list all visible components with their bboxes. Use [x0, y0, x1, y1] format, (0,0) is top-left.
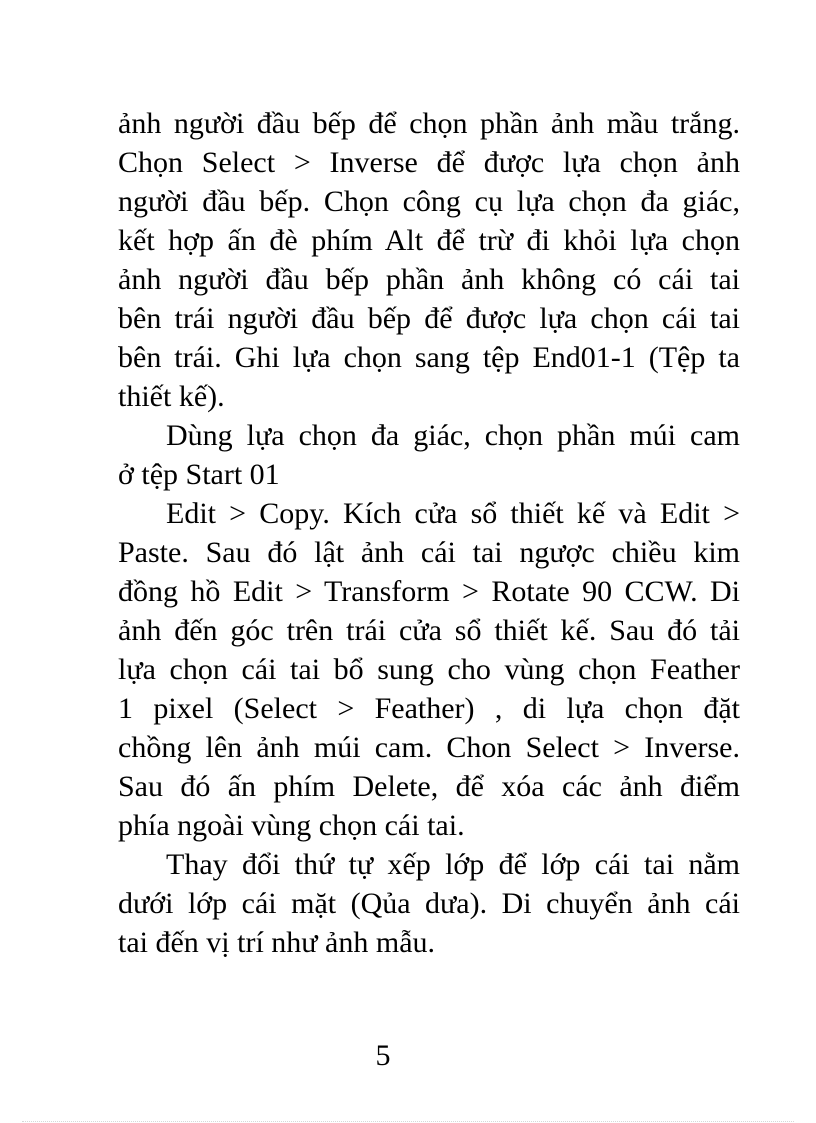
text-line: kết hợp ấn đè phím Alt để trừ đi khỏi lựa chọn [118, 224, 740, 257]
text-line: ảnh người đầu bếp phần ảnh không có cái tai [118, 263, 740, 296]
body-text [118, 104, 740, 962]
text-line: bên trái người đầu bếp để được lựa chọn cái tai [118, 302, 740, 335]
text-line: ảnh đến góc trên trái cửa sổ thiết kế. Sau đó tải [118, 614, 740, 647]
text-line: chồng lên ảnh múi cam. Chon Select > Inverse. [118, 731, 740, 764]
text-line: bên trái. Ghi lựa chọn sang tệp End01-1 (Tệp ta [118, 341, 740, 374]
text-line: Edit > Copy. Kích cửa sổ thiết kế và Edit > [166, 497, 740, 530]
text-line: ảnh người đầu bếp để chọn phần ảnh mầu trắng. [118, 107, 740, 140]
text-line: Dùng lựa chọn đa giác, chọn phần múi cam [166, 419, 740, 452]
text-line: đồng hồ Edit > Transform > Rotate 90 CCW. Di [118, 575, 740, 608]
paragraph-3 [118, 494, 740, 845]
paragraph-1 [118, 104, 740, 416]
text-line: Paste. Sau đó lật ảnh cái tai ngược chiều kim [118, 536, 740, 569]
paragraph-4 [118, 845, 740, 962]
text-line: dưới lớp cái mặt (Qủa dưa). Di chuyển ảnh cái [118, 887, 740, 920]
paragraph-2 [118, 416, 740, 494]
page-number: 5 [375, 1039, 391, 1072]
text-line: tai đến vị trí như ảnh mẫu. [118, 926, 436, 959]
text-line: 1 pixel (Select > Feather) , di lựa chọn đặt [118, 692, 740, 725]
text-line: ở tệp Start 01 [118, 458, 280, 491]
text-line: thiết kế). [118, 380, 225, 413]
text-line: người đầu bếp. Chọn công cụ lựa chọn đa giác, [118, 185, 740, 218]
page-bottom-divider [22, 1121, 794, 1122]
text-line: Sau đó ấn phím Delete, để xóa các ảnh điểm [118, 770, 740, 803]
text-line: phía ngoài vùng chọn cái tai. [118, 809, 465, 842]
text-line: lựa chọn cái tai bổ sung cho vùng chọn Feather [118, 653, 740, 686]
text-line: Chọn Select > Inverse để được lựa chọn ảnh [118, 146, 740, 179]
text-line: Thay đổi thứ tự xếp lớp để lớp cái tai nằm [166, 848, 740, 881]
